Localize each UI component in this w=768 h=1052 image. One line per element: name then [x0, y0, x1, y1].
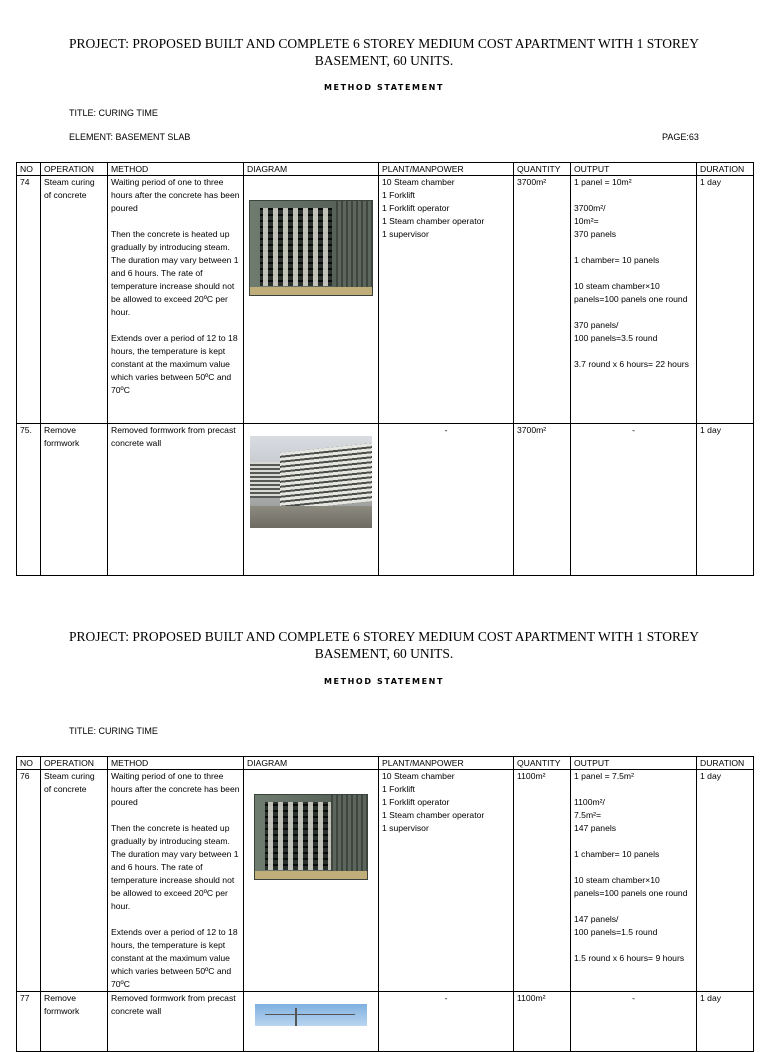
col-header-output: OUTPUT: [571, 757, 697, 770]
method-statement-heading: METHOD STATEMENT: [323, 677, 445, 686]
cell-duration: 1 day: [697, 770, 754, 992]
doc-title: TITLE: CURING TIME: [69, 726, 158, 736]
method-statement-heading: METHOD STATEMENT: [323, 83, 445, 92]
cell-no: 75.: [17, 424, 41, 576]
method-table: [16, 756, 754, 1052]
cell-duration: 1 day: [697, 424, 754, 576]
col-header-method: METHOD: [108, 163, 244, 176]
doc-title: TITLE: CURING TIME: [69, 108, 158, 118]
col-header-plant: PLANT/MANPOWER: [379, 163, 514, 176]
cell-quantity: 1100m²: [514, 992, 571, 1052]
cell-output: -: [571, 992, 697, 1052]
col-header-diagram: DIAGRAM: [244, 757, 379, 770]
cell-quantity: 3700m²: [514, 176, 571, 424]
col-header-output: OUTPUT: [571, 163, 697, 176]
col-header-operation: OPERATION: [41, 757, 108, 770]
project-title: PROJECT: PROPOSED BUILT AND COMPLETE 6 STOREY MEDIUM COST APARTMENT WITH 1 STOREY BASEMENT, 60 UNITS.: [68, 36, 700, 68]
col-header-method: METHOD: [108, 757, 244, 770]
method-table: [16, 162, 754, 576]
table-row: [17, 992, 754, 1052]
cell-plant: -: [379, 992, 514, 1052]
cell-diagram: [244, 992, 379, 1052]
col-header-operation: OPERATION: [41, 163, 108, 176]
cell-method: Waiting period of one to three hours after the concrete has been poured Then the concrete is heated up gradually by introducing steam. The duration may vary between 1 and 6 hours. The rate of temperature increase should not be allowed to exceed 20ºC per hour. Extends over a period of 12 to 18 hours, the temperature is kept constant at the maximum value which varies between 50ºC and 70ºC: [108, 176, 244, 424]
precast-panel-stack-photo: [250, 436, 372, 528]
col-header-plant: PLANT/MANPOWER: [379, 757, 514, 770]
cell-output: 1 panel = 7.5m² 1100m²/ 7.5m²= 147 panels 1 chamber= 10 panels 10 steam chamber×10 panels=100 panels one round 147 panels/ 100 panels=1.5 round 1.5 round x 6 hours= 9 hours: [571, 770, 697, 992]
cell-operation: Remove formwork: [41, 424, 108, 576]
cell-no: 76: [17, 770, 41, 992]
cell-duration: 1 day: [697, 992, 754, 1052]
table-header-row: [17, 757, 754, 770]
steam-chamber-photo: [254, 794, 368, 880]
cell-operation: Remove formwork: [41, 992, 108, 1052]
cell-operation: Steam curing of concrete: [41, 176, 108, 424]
precast-site-photo: [255, 1004, 367, 1026]
cell-no: 74: [17, 176, 41, 424]
cell-output: -: [571, 424, 697, 576]
table-header-row: [17, 163, 754, 176]
cell-quantity: 3700m²: [514, 424, 571, 576]
steam-chamber-photo: [249, 200, 373, 296]
cell-diagram: [244, 424, 379, 576]
col-header-no: NO: [17, 163, 41, 176]
cell-plant: 10 Steam chamber 1 Forklift 1 Forklift operator 1 Steam chamber operator 1 supervisor: [379, 176, 514, 424]
cell-output: 1 panel = 10m² 3700m²/ 10m²= 370 panels 1 chamber= 10 panels 10 steam chamber×10 panels=100 panels one round 370 panels/ 100 panels=3.5 round 3.7 round x 6 hours= 22 hours: [571, 176, 697, 424]
col-header-quantity: QUANTITY: [514, 163, 571, 176]
cell-diagram: [244, 176, 379, 424]
col-header-diagram: DIAGRAM: [244, 163, 379, 176]
col-header-duration: DURATION: [697, 163, 754, 176]
section-2: [0, 590, 768, 1024]
element-label: ELEMENT: BASEMENT SLAB: [69, 132, 191, 142]
cell-plant: -: [379, 424, 514, 576]
cell-no: 77: [17, 992, 41, 1052]
col-header-quantity: QUANTITY: [514, 757, 571, 770]
cell-method: Removed formwork from precast concrete wall: [108, 992, 244, 1052]
cell-plant: 10 Steam chamber 1 Forklift 1 Forklift operator 1 Steam chamber operator 1 supervisor: [379, 770, 514, 992]
cell-method: Waiting period of one to three hours after the concrete has been poured Then the concrete is heated up gradually by introducing steam. The duration may vary between 1 and 6 hours. The rate of temperature increase should not be allowed to exceed 20ºC per hour. Extends over a period of 12 to 18 hours, the temperature is kept constant at the maximum value which varies between 50ºC and 70ºC: [108, 770, 244, 992]
page-number: PAGE:63: [662, 132, 699, 142]
cell-duration: 1 day: [697, 176, 754, 424]
table-row: [17, 770, 754, 992]
table-row: [17, 424, 754, 576]
col-header-no: NO: [17, 757, 41, 770]
cell-method: Removed formwork from precast concrete wall: [108, 424, 244, 576]
table-row: [17, 176, 754, 424]
cell-diagram: [244, 770, 379, 992]
project-title: PROJECT: PROPOSED BUILT AND COMPLETE 6 STOREY MEDIUM COST APARTMENT WITH 1 STOREY BASEMENT, 60 UNITS.: [68, 629, 700, 661]
col-header-duration: DURATION: [697, 757, 754, 770]
cell-operation: Steam curing of concrete: [41, 770, 108, 992]
cell-quantity: 1100m²: [514, 770, 571, 992]
